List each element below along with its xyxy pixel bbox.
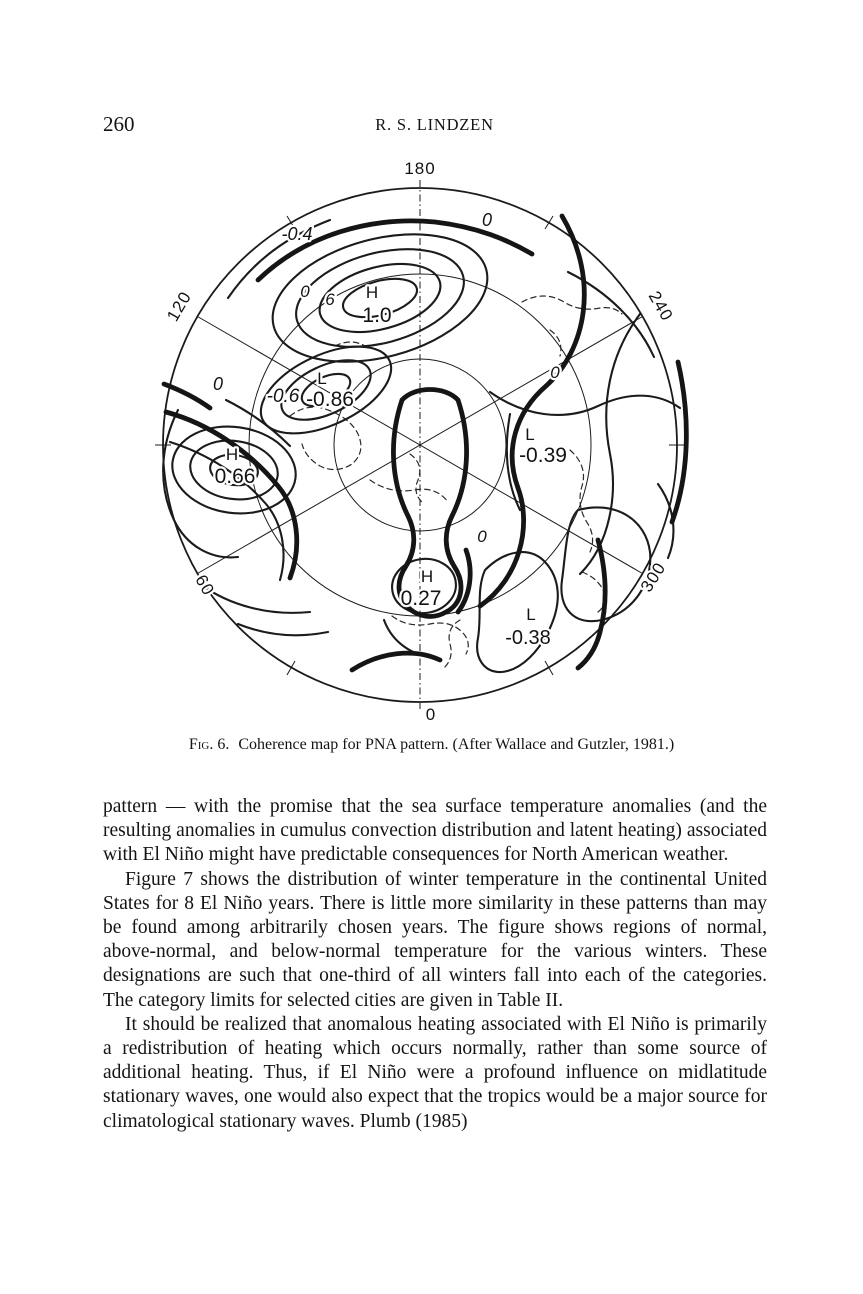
figure-6 — [130, 150, 710, 730]
contour-label-zero-right: 0 — [550, 363, 560, 382]
figure-caption — [0, 736, 863, 754]
meridian-label-240: 240 — [644, 287, 677, 325]
figure-caption-label: Fig. 6. — [188, 736, 230, 753]
meridian-label-0: 0 — [425, 705, 437, 724]
paragraph-anomalous-heating: It should be realized that anomalous heating associated with El Niño is primarily a redistribution of heating which occurs normally, rather than some source of additional heating. Thus, if El Niño were a profound influence on midlatitude stationary waves, one would also expect that the tropics would be a major source for climatological stationary waves. Plumb (1985) — [103, 1013, 767, 1132]
contour-label-zero-left-edge: 0 — [212, 374, 224, 394]
body-text — [103, 795, 767, 1134]
high3-value: 0.27 — [400, 587, 442, 610]
high1-letter: H — [365, 283, 379, 302]
paragraph-figure7-winters: Figure 7 shows the distribution of winter temperature in the continental United States for 8 El Niño years. There is little more similarity in these patterns than may be found among arbitrarily chosen years. The figure shows regions of normal, above-normal, and below-normal temperature for the various winters. These designations are such that one-third of all winters fall into each of the categories. The category limits for selected cities are given in Table II. — [103, 868, 767, 1011]
low1-letter: L — [317, 369, 327, 388]
paragraph-pattern-promise: pattern — with the promise that the sea surface temperature anomalies (and the resulting anomalies in cumulus convection distribution and latent heating) associated with El Niño might have predictable consequences for North American weather. — [103, 796, 767, 866]
coherence-map — [130, 150, 710, 730]
page-number: 260 — [103, 112, 135, 136]
low2-value: -0.39 — [519, 444, 567, 467]
meridian-label-300: 300 — [636, 558, 670, 596]
running-head: R. S. LINDZEN — [375, 115, 494, 134]
low3-letter: L — [526, 605, 536, 624]
page-header — [103, 112, 766, 138]
meridian-label-60: 60 — [191, 571, 219, 600]
figure-caption-text: Coherence map for PNA pattern. (After Wallace and Gutzler, 1981.) — [238, 736, 675, 753]
meridian-label-180: 180 — [404, 159, 436, 178]
contour-label-zero-inner-left: 0 — [300, 282, 310, 301]
high1-value: 1.0 — [362, 304, 392, 327]
low3-value: -0.38 — [505, 627, 551, 649]
contour-label-neg06: -0.6 — [266, 386, 300, 407]
high2-value: 0.66 — [214, 465, 256, 488]
meridian-label-120: 120 — [163, 287, 196, 325]
contour-label-neg04: -0.4 — [281, 224, 313, 244]
high2-letter: H — [225, 445, 239, 464]
contour-label-zero-top: 0 — [481, 210, 493, 230]
low1-value: -0.86 — [306, 388, 354, 411]
contour-label-six: 6 — [325, 290, 335, 309]
contour-label-zero-center: 0 — [477, 527, 487, 546]
high3-letter: H — [420, 567, 434, 586]
low2-letter: L — [525, 425, 535, 444]
